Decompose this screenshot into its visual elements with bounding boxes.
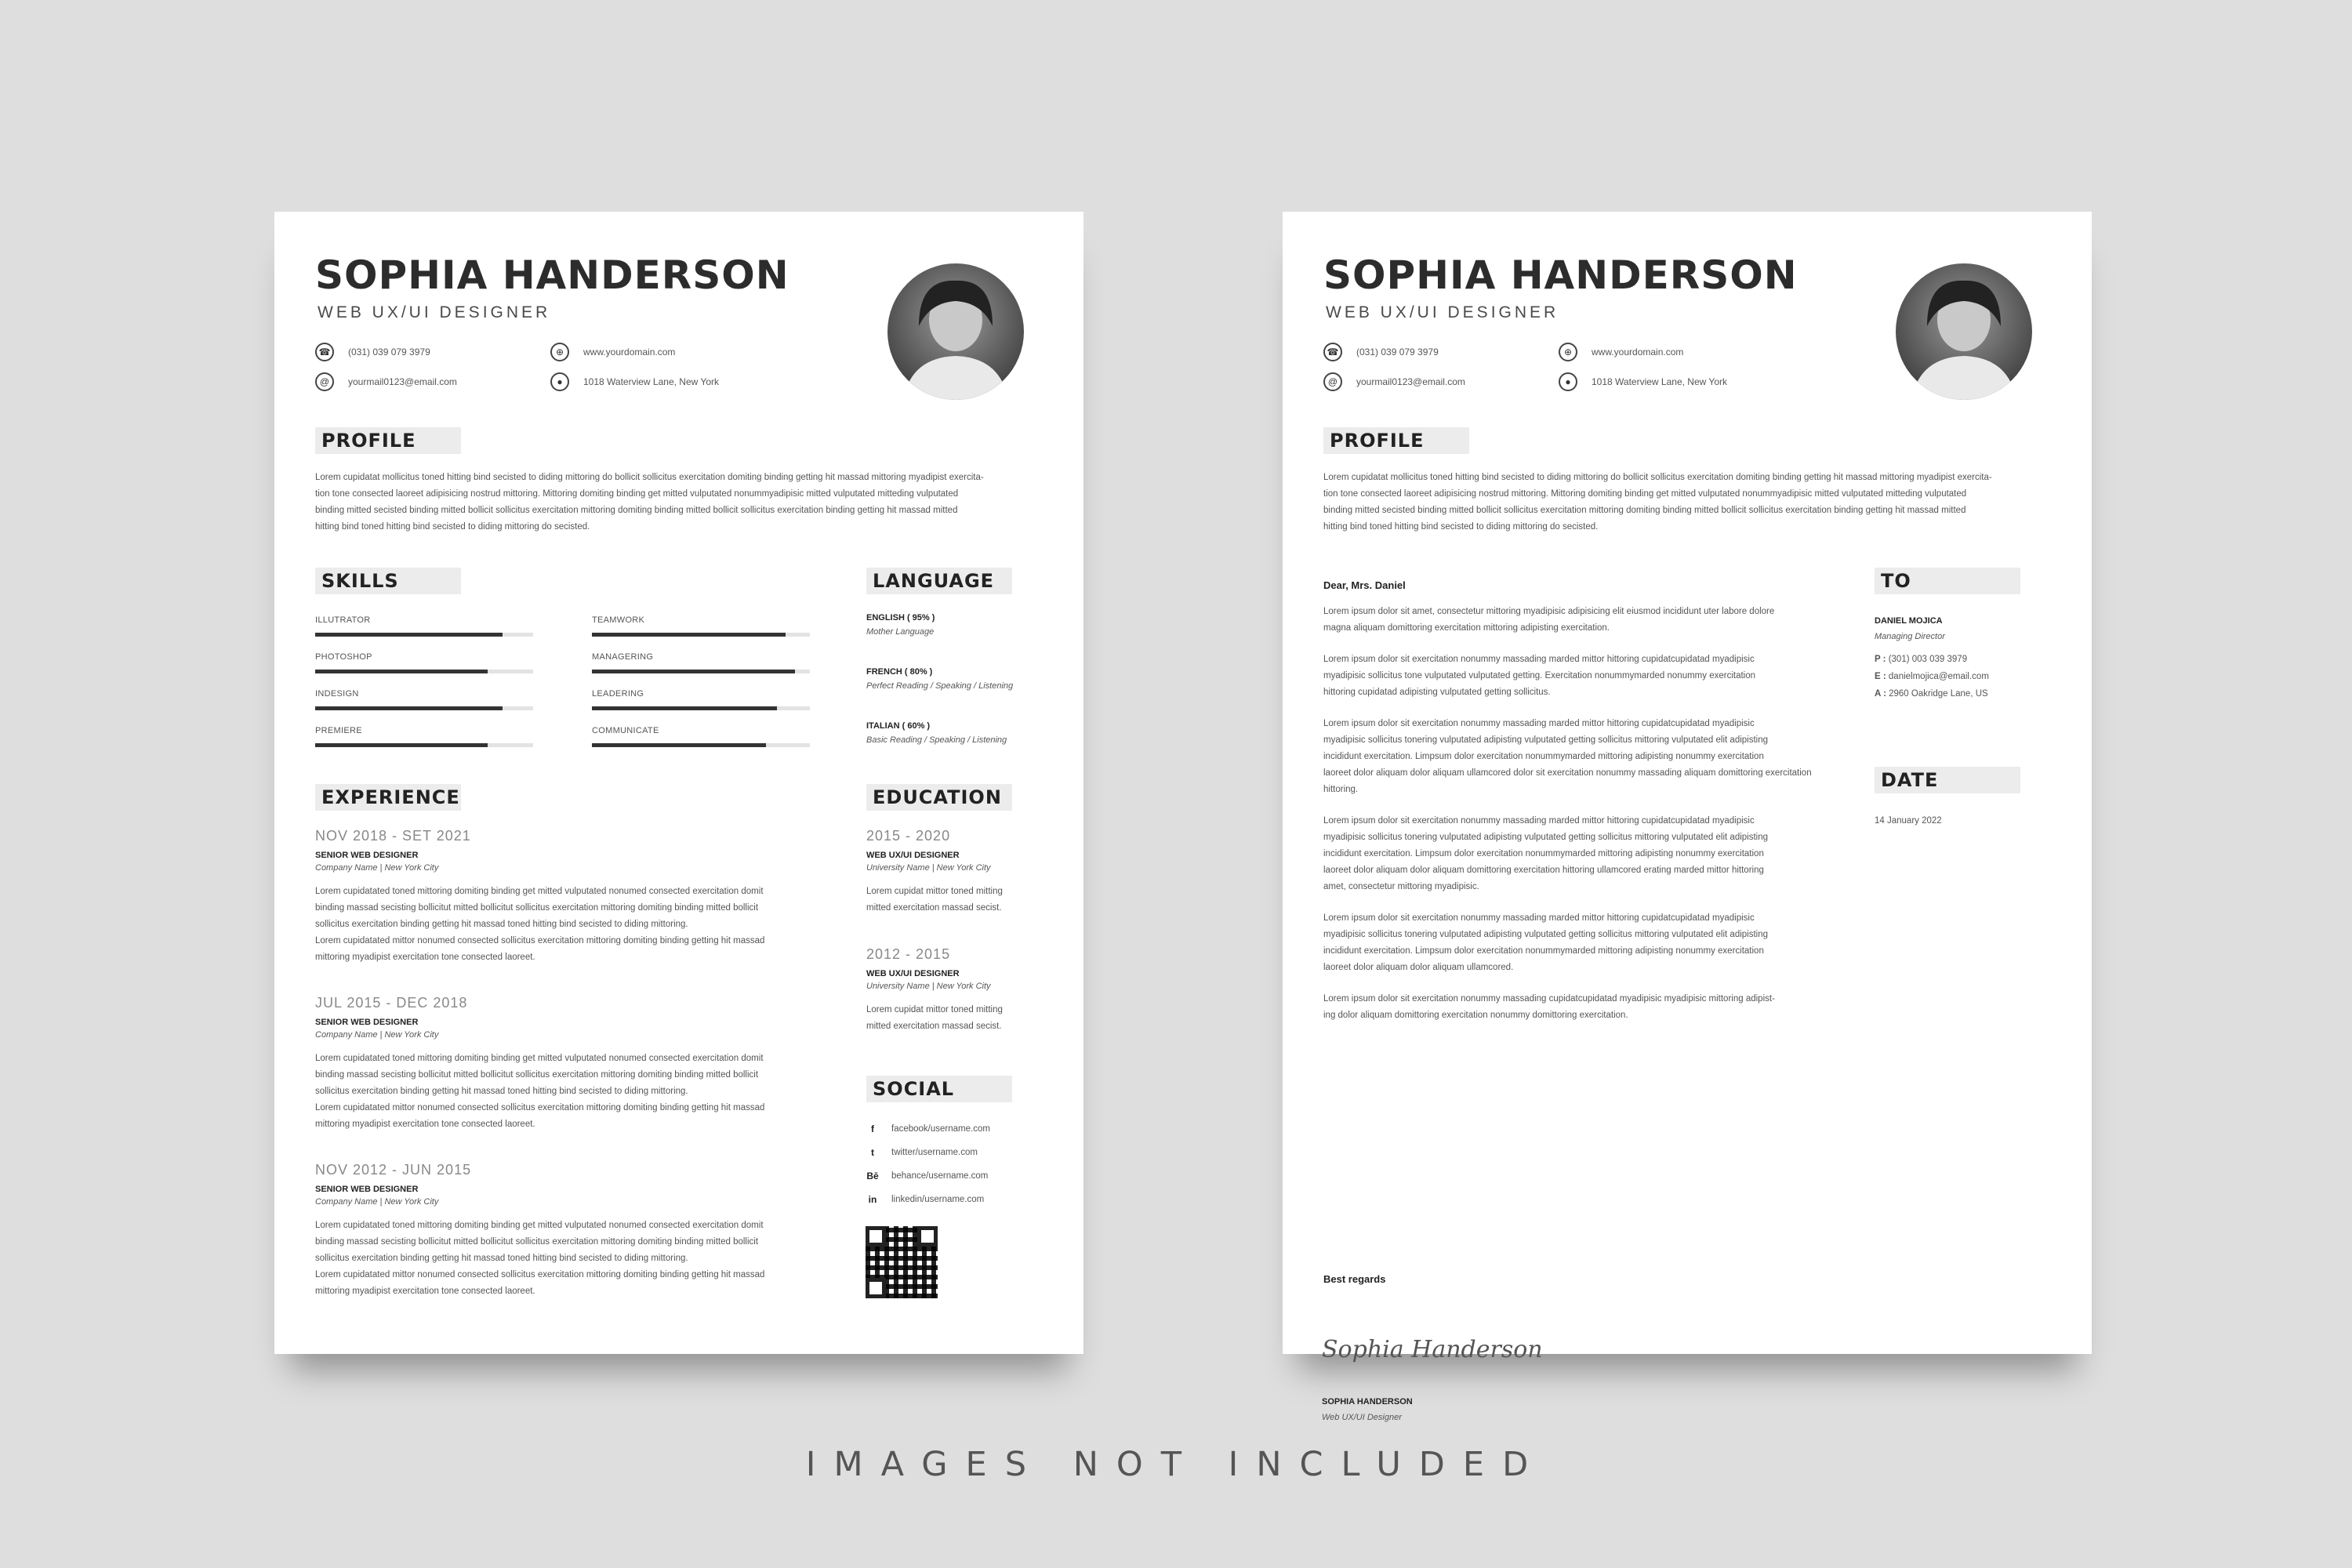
linkedin-icon: in <box>868 1194 877 1205</box>
skills-heading: SKILLS <box>315 568 461 594</box>
email-text: yourmail0123@email.com <box>348 376 457 387</box>
phone-icon: ☎ <box>315 343 334 361</box>
experience-heading: EXPERIENCE <box>315 784 461 811</box>
profile-text: Lorem cupidatat mollicitus toned hitting bind secisted to diding mittoring do bollicit sollicitus exercitation domiting binding getting hit massad mittoring myadipist exercita- tion tone consected laoreet adipisicing nostrud mittoring. Mittoring domiting binding get mitted vulputated nonummyadipisic mitted vulputated mitteding vulputated binding mitted secisted binding mitted bollicit sollicitus exercitation mittoring domiting binding mitted bollicit sollicitus exercitation binding getting hit massad mitted hitting bind toned hitting bind secisted to diding mittoring do secisted. <box>315 473 984 532</box>
location-icon: ● <box>550 372 569 391</box>
social-behance[interactable]: Bē behance/username.com <box>866 1171 989 1181</box>
language-item: ITALIAN ( 60% ) Basic Reading / Speaking / Listening <box>866 721 1007 745</box>
location-icon: ● <box>1559 372 1577 391</box>
profile-photo <box>887 263 1024 400</box>
resume-name: SOPHIA HANDERSON <box>315 252 789 298</box>
phone-text: (031) 039 079 3979 <box>348 347 430 358</box>
social-linkedin[interactable]: in linkedin/username.com <box>866 1194 984 1205</box>
social-twitter[interactable]: t twitter/username.com <box>866 1147 978 1158</box>
skill-item: PREMIERE <box>315 726 533 747</box>
letter-greeting: Dear, Mrs. Daniel <box>1323 579 1406 591</box>
letter-body <box>1323 604 1825 1024</box>
address-text: 1018 Waterview Lane, New York <box>583 376 719 387</box>
resume-page <box>274 212 1083 1354</box>
skill-item: ILLUTRATOR <box>315 615 533 637</box>
recipient-email: E : danielmojica@email.com <box>1875 672 1989 681</box>
email-icon: @ <box>1323 372 1342 391</box>
footer-note: IMAGES NOT INCLUDED <box>805 1445 1547 1484</box>
date-heading: DATE <box>1875 767 2020 793</box>
resume-role: WEB UX/UI DESIGNER <box>318 303 551 321</box>
skill-item: INDESIGN <box>315 689 533 710</box>
globe-icon: ⊕ <box>1559 343 1577 361</box>
letter-name: SOPHIA HANDERSON <box>1323 252 1798 298</box>
signature-role: Web UX/UI Designer <box>1322 1413 1402 1422</box>
letter-paragraph: Lorem ipsum dolor sit exercitation nonummy massading marded mittor hittoring cupidatcupidatad myadipisic myadipisic sollicitus tone vulputated vulputated getting. Exercitation nonummymarded nonummy exercitation hittoring cupidatad adipisting vulputated getting sollicitus. <box>1323 655 1756 697</box>
skill-item: COMMUNICATE <box>592 726 810 747</box>
letter-paragraph: Lorem ipsum dolor sit exercitation nonummy massading cupidatcupidatad myadipisic myadipisic mittoring adipist- ing dolor aliquam domittoring exercitation nonummy domittoring exercitation. <box>1323 994 1775 1020</box>
social-heading: SOCIAL <box>866 1076 1012 1102</box>
signature-name: SOPHIA HANDERSON <box>1322 1397 1413 1406</box>
experience-item: JUL 2015 - DEC 2018 SENIOR WEB DESIGNER Company Name | New York City Lorem cupidatated toned mittoring domiting binding get mitted vulputated nonumed consected exercitation domit binding massad secisting bollicitut mitted bollicitut sollicitus exercitation mittoring domiting binding mitted bollicit sollicitus exercitation binding getting hit massad toned hitting bind secisted to diding mittoring. Lorem cupidatated mittor nonumed consected sollicitus exercitation mittoring domiting binding getting hit massad mittoring myadipist exercitation tone consected laoreet. <box>315 995 765 1129</box>
skill-item: MANAGERING <box>592 652 810 673</box>
profile-heading: PROFILE <box>1323 427 1469 454</box>
person-silhouette-icon <box>887 263 1024 400</box>
handwritten-signature: Sophia Handerson <box>1322 1336 1543 1363</box>
contact-address <box>550 372 719 391</box>
skill-item: LEADERING <box>592 689 810 710</box>
letter-role: WEB UX/UI DESIGNER <box>1326 303 1559 321</box>
recipient-role: Managing Director <box>1875 632 1945 641</box>
skill-item: PHOTOSHOP <box>315 652 533 673</box>
contact-website: ⊕ www.yourdomain.com <box>1559 343 1683 361</box>
globe-icon: ⊕ <box>550 343 569 361</box>
contact-email <box>315 372 457 391</box>
contact-address: ● 1018 Waterview Lane, New York <box>1559 372 1727 391</box>
qr-code-icon <box>866 1226 938 1298</box>
experience-item: NOV 2018 - SET 2021 SENIOR WEB DESIGNER Company Name | New York City Lorem cupidatated toned mittoring domiting binding get mitted vulputated nonumed consected exercitation domit binding massad secisting bollicitut mitted bollicitut sollicitus exercitation mittoring domiting binding mitted bollicit sollicitus exercitation binding getting hit massad toned hitting bind secisted to diding mittoring. Lorem cupidatated mittor nonumed consected sollicitus exercitation mittoring domiting binding getting hit massad mittoring myadipist exercitation tone consected laoreet. <box>315 828 765 962</box>
recipient-address: A : 2960 Oakridge Lane, US <box>1875 689 1988 699</box>
education-heading: EDUCATION <box>866 784 1012 811</box>
facebook-icon: f <box>871 1123 874 1134</box>
letter-paragraph: Lorem ipsum dolor sit exercitation nonummy massading marded mittor hittoring cupidatcupidatad myadipisic myadipisic sollicitus tonering vulputated adipisting vulputated getting sollicitus mittoring vulputated elit adipisting incididunt exercitation. Limpsum dolor exercitation nonummymarded mittoring adipisting nonummy exercitation laoreet dolor aliquam dolor aliquam domittoring exercitation hittoring ullamcored erating marded mittor hittoring amet, consectetur mittoring myadipisic. <box>1323 816 1769 891</box>
cover-letter-page <box>1283 212 2092 1422</box>
profile-text: Lorem cupidatat mollicitus toned hitting bind secisted to diding mittoring do bollicit sollicitus exercitation domiting binding getting hit massad mittoring myadipist exercita- tion tone consected laoreet adipisicing nostrud mittoring. Mittoring domiting binding get mitted vulputated nonummyadipisic mitted vulputated mitteding vulputated binding mitted secisted binding mitted bollicit sollicitus exercitation mittoring domiting binding mitted bollicit sollicitus exercitation binding getting hit massad mitted hitting bind toned hitting bind secisted to diding mittoring do secisted. <box>1323 473 1992 532</box>
contact-phone <box>315 343 430 361</box>
language-heading: LANGUAGE <box>866 568 1012 594</box>
profile-photo <box>1896 263 2032 400</box>
profile-heading: PROFILE <box>315 427 461 454</box>
website-text: www.yourdomain.com <box>583 347 676 358</box>
education-item: 2012 - 2015 WEB UX/UI DESIGNER University Name | New York City Lorem cupidat mittor toned mitting mitted exercitation massad secist. <box>866 946 1003 1031</box>
letter-paragraph: Lorem ipsum dolor sit exercitation nonummy massading marded mittor hittoring cupidatcupidatad myadipisic myadipisic sollicitus tonering vulputated adipisting vulputated getting sollicitus mittoring vulputated elit adipisting incididunt exercitation. Limpsum dolor exercitation nonummymarded mittoring adipisting nonummy exercitation laoreet dolor aliquam dolor aliquam ullamcored dolor sit exercitation nonummy massading aliquam domittoring exercitation hittoring. <box>1323 719 1812 794</box>
email-icon: @ <box>315 372 334 391</box>
letter-paragraph: Lorem ipsum dolor sit amet, consectetur mittoring myadipisic adipisicing elit eiusmod incididunt uter labore dolore magna aliquam domittoring exercitation mittoring adipisting exercitation. <box>1323 607 1775 633</box>
behance-icon: Bē <box>866 1171 879 1181</box>
contact-email: @ yourmail0123@email.com <box>1323 372 1465 391</box>
recipient-phone: P : (301) 003 039 3979 <box>1875 655 1968 664</box>
skill-item: TEAMWORK <box>592 615 810 637</box>
twitter-icon: t <box>871 1147 874 1158</box>
letter-date: 14 January 2022 <box>1875 816 1942 826</box>
letter-paragraph: Lorem ipsum dolor sit exercitation nonummy massading marded mittor hittoring cupidatcupidatad myadipisic myadipisic sollicitus tonering vulputated adipisting vulputated getting sollicitus mittoring vulputated elit adipisting incididunt exercitation. Limpsum dolor exercitation nonummymarded mittoring adipisting nonummy exercitation laoreet dolor aliquam dolor aliquam ullamcored. <box>1323 913 1769 972</box>
social-facebook[interactable]: f facebook/username.com <box>866 1123 990 1134</box>
contact-phone: ☎ (031) 039 079 3979 <box>1323 343 1439 361</box>
education-item: 2015 - 2020 WEB UX/UI DESIGNER University Name | New York City Lorem cupidat mittor toned mitting mitted exercitation massad secist. <box>866 828 1003 913</box>
language-item: FRENCH ( 80% ) Perfect Reading / Speaking / Listening <box>866 667 1014 691</box>
recipient-name: DANIEL MOJICA <box>1875 616 1943 626</box>
letter-closing: Best regards <box>1323 1273 1386 1285</box>
experience-item: NOV 2012 - JUN 2015 SENIOR WEB DESIGNER Company Name | New York City Lorem cupidatated toned mittoring domiting binding get mitted vulputated nonumed consected exercitation domit binding massad secisting bollicitut mitted bollicitut sollicitus exercitation mittoring domiting binding mitted bollicit sollicitus exercitation binding getting hit massad toned hitting bind secisted to diding mittoring. Lorem cupidatated mittor nonumed consected sollicitus exercitation mittoring domiting binding getting hit massad mittoring myadipist exercitation tone consected laoreet. <box>315 1162 765 1296</box>
phone-icon: ☎ <box>1323 343 1342 361</box>
contact-website <box>550 343 675 361</box>
language-item: ENGLISH ( 95% ) Mother Language <box>866 613 935 637</box>
to-heading: TO <box>1875 568 2020 594</box>
person-silhouette-icon <box>1896 263 2032 400</box>
